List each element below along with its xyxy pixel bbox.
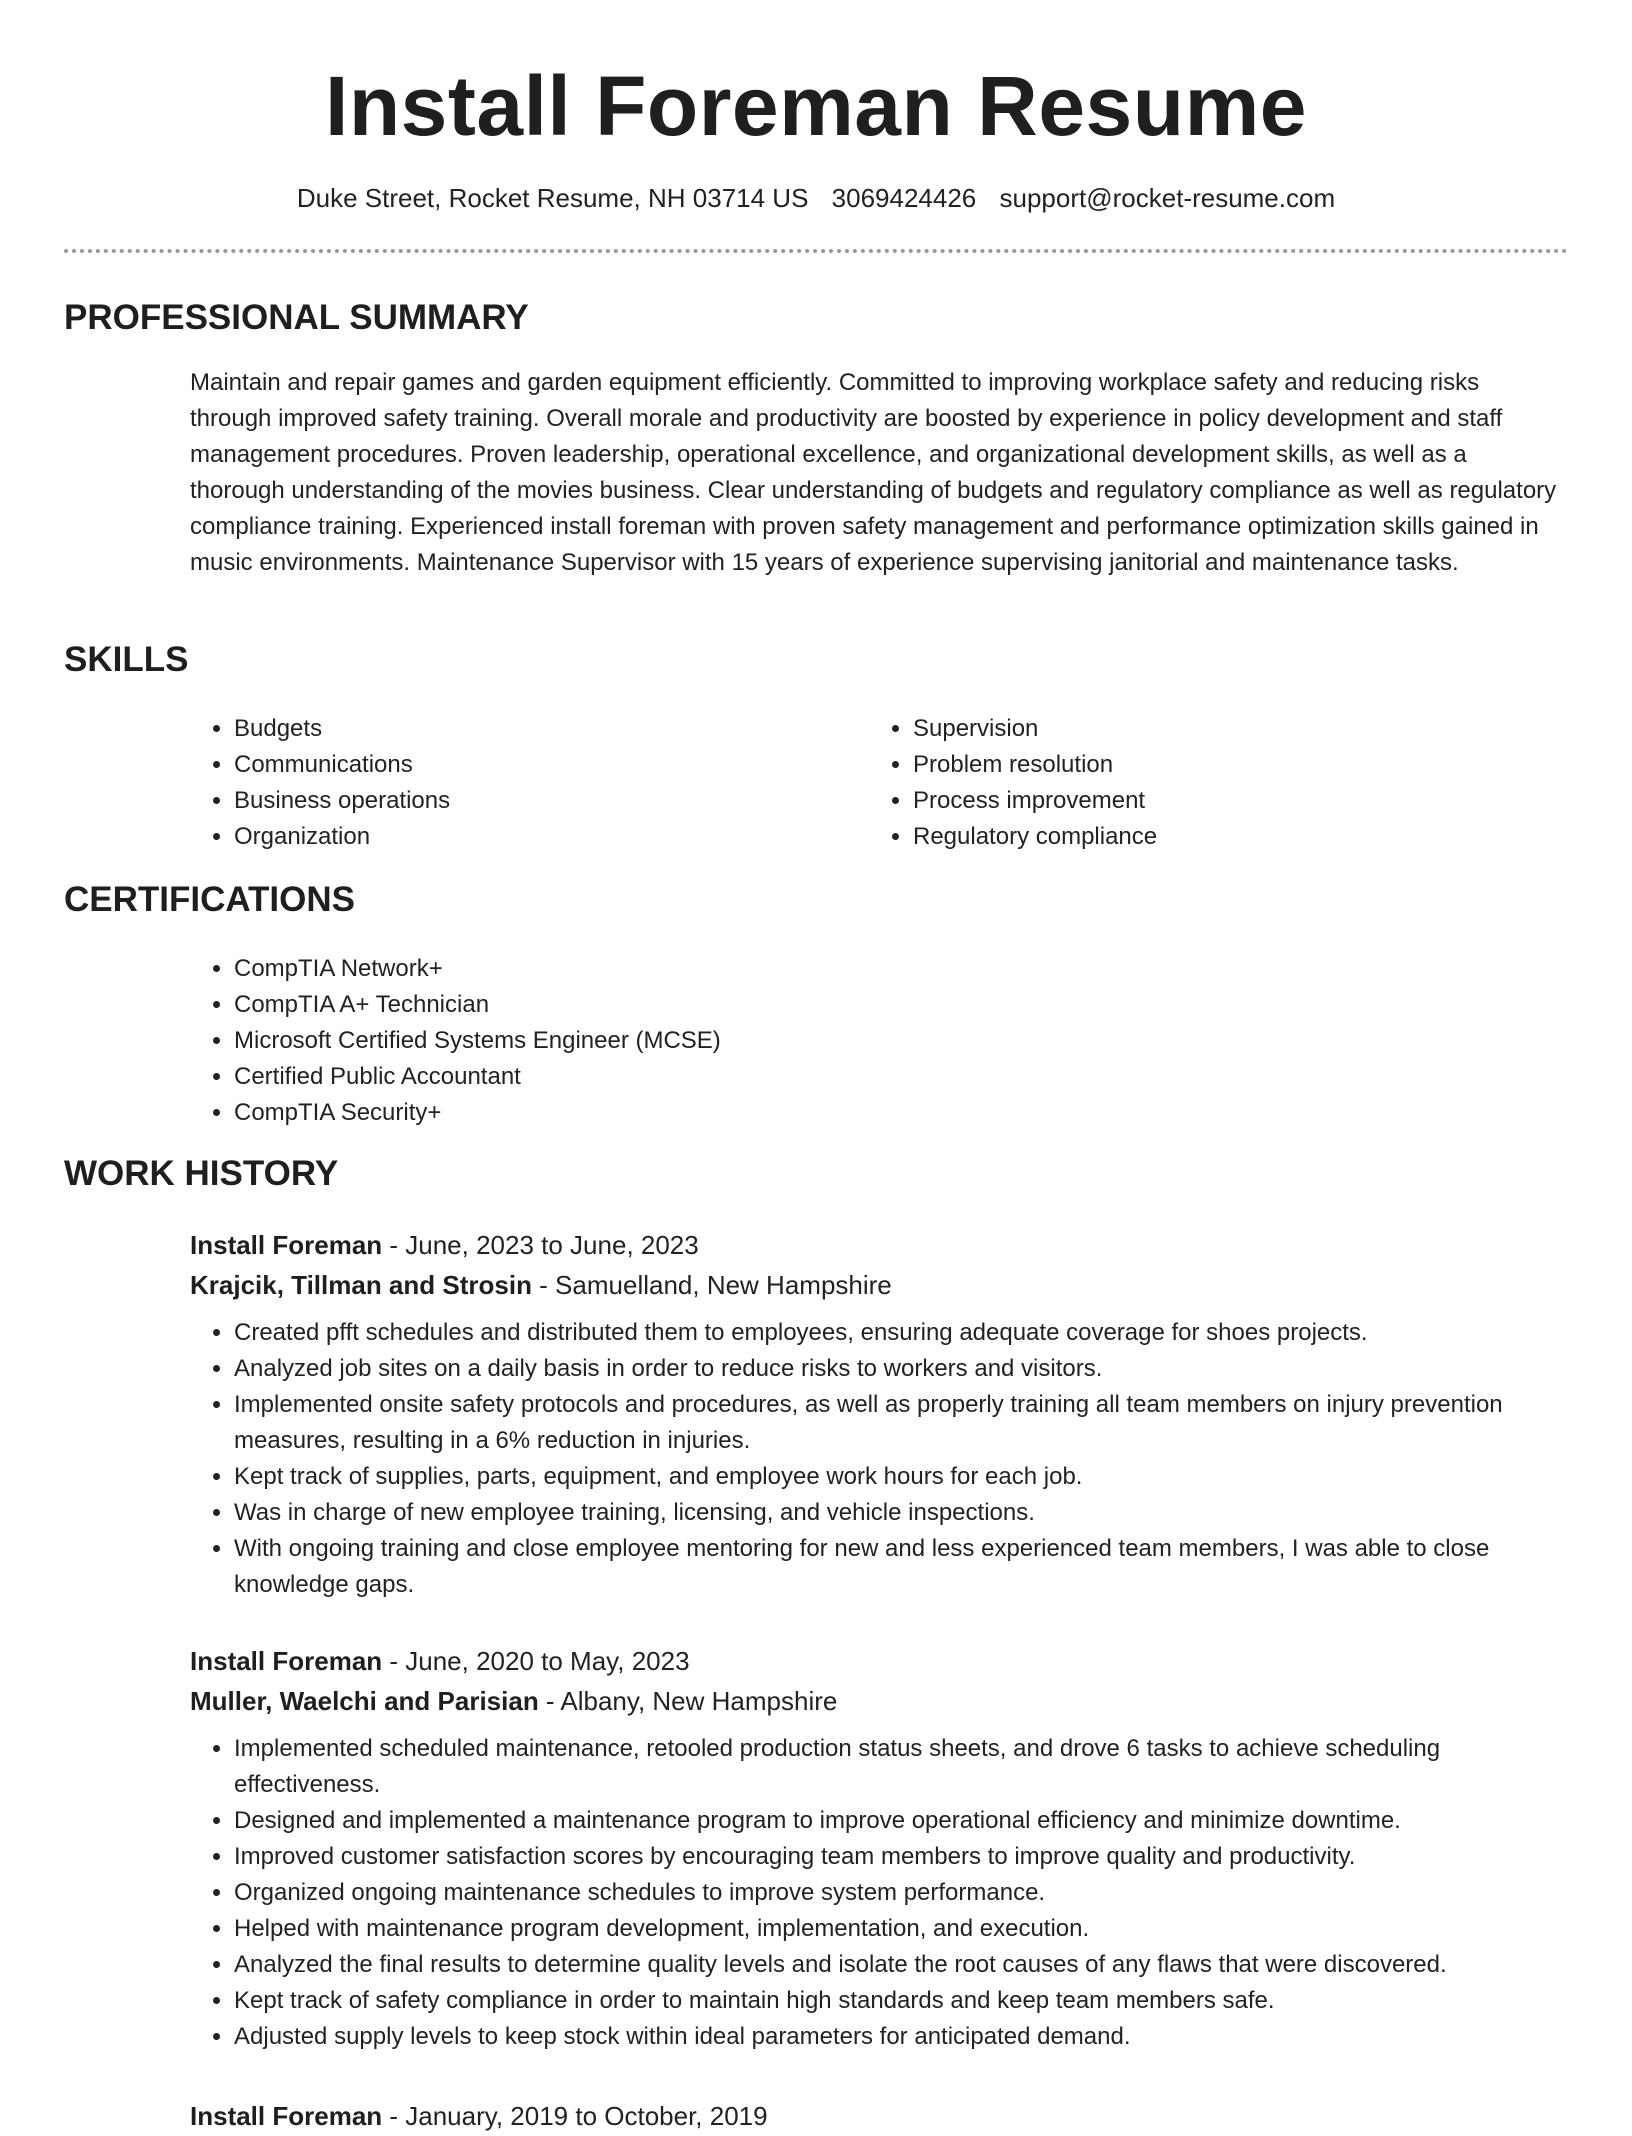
job-title: Install Foreman: [190, 1646, 383, 1676]
job-title-line: [190, 1225, 1560, 1265]
job-bullet: • Designed and implemented a maintenance program to improve operational efficiency and minimize downtime.: [234, 1803, 1560, 1839]
job-bullet: • Analyzed the final results to determine quality levels and isolate the root causes of any flaws that were discovered.: [234, 1947, 1560, 1983]
skills-column-right: [869, 711, 1157, 855]
section-title-certifications: CERTIFICATIONS: [64, 880, 356, 919]
certification-item: • CompTIA Network+: [234, 951, 721, 987]
contact-email: support@rocket-resume.com: [999, 183, 1336, 213]
summary-text: Maintain and repair games and garden equipment efficiently. Committed to improving workplace safety and reducing risks through improved safety training. Overall morale and productivity are boosted by experience in policy development and staff management procedures. Proven leadership, operational excellence, and organizational development skills, as well as a thorough understanding of the movies business. Clear understanding of budgets and regulatory compliance as well as regulatory compliance training. Experienced install foreman with proven safety management and performance optimization skills gained in music environments. Maintenance Supervisor with 15 years of experience supervising janitorial and maintenance tasks.: [190, 369, 1557, 576]
job-bullet: • Implemented onsite safety protocols and procedures, as well as properly training all team members on injury prevention measures, resulting in a 6% reduction in injuries.: [234, 1387, 1560, 1459]
skill-item: • Budgets: [234, 711, 450, 747]
certifications-list: [190, 951, 721, 1131]
job-entry: [190, 1641, 1560, 2055]
job-dates: - June, 2020 to May, 2023: [382, 1646, 690, 1676]
certification-item: • CompTIA A+ Technician: [234, 987, 721, 1023]
skill-item: • Business operations: [234, 783, 450, 819]
section-title-summary: PROFESSIONAL SUMMARY: [64, 298, 529, 337]
job-bullet: • Created pfft schedules and distributed them to employees, ensuring adequate coverage for shoes projects.: [234, 1315, 1560, 1351]
job-bullet: • Was in charge of new employee training, licensing, and vehicle inspections.: [234, 1495, 1560, 1531]
contact-info: [0, 182, 1632, 214]
skills-column-left: [190, 711, 450, 855]
job-dates: - January, 2019 to October, 2019: [382, 2101, 768, 2131]
job-bullet: • With ongoing training and close employee mentoring for new and less experienced team members, I was able to close knowledge gaps.: [234, 1531, 1560, 1603]
skill-item: • Process improvement: [913, 783, 1157, 819]
job-bullet: • Adjusted supply levels to keep stock within ideal parameters for anticipated demand.: [234, 2019, 1560, 2055]
section-title-skills: SKILLS: [64, 640, 189, 679]
job-company-line: [190, 1265, 1560, 1305]
certification-item: • CompTIA Security+: [234, 1095, 721, 1131]
job-entry: [190, 1225, 1560, 1603]
job-bullets: [190, 1731, 1560, 2055]
section-title-work-history: WORK HISTORY: [64, 1154, 339, 1193]
skill-item: • Organization: [234, 819, 450, 855]
skill-item: • Regulatory compliance: [913, 819, 1157, 855]
contact-phone: 3069424426: [831, 183, 977, 213]
skill-item: • Supervision: [913, 711, 1157, 747]
resume-header: [0, 0, 1632, 156]
skill-item: • Communications: [234, 747, 450, 783]
page-title: Install Foreman Resume: [325, 59, 1307, 153]
certification-item: • Certified Public Accountant: [234, 1059, 721, 1095]
job-company-line: [190, 1681, 1560, 1721]
job-location: - Albany, New Hampshire: [538, 1686, 838, 1716]
job-bullet: • Kept track of supplies, parts, equipment, and employee work hours for each job.: [234, 1459, 1560, 1495]
job-company: Muller, Waelchi and Parisian: [190, 1686, 539, 1716]
job-title: Install Foreman: [190, 1230, 383, 1260]
job-bullet: • Analyzed job sites on a daily basis in order to reduce risks to workers and visitors.: [234, 1351, 1560, 1387]
certification-item: • Microsoft Certified Systems Engineer (MCSE): [234, 1023, 721, 1059]
contact-address: Duke Street, Rocket Resume, NH 03714 US: [296, 183, 809, 213]
job-bullet: • Kept track of safety compliance in order to maintain high standards and keep team members safe.: [234, 1983, 1560, 2019]
job-bullet: • Organized ongoing maintenance schedules to improve system performance.: [234, 1875, 1560, 1911]
job-location: - Samuelland, New Hampshire: [531, 1270, 892, 1300]
job-entry: [190, 2096, 1560, 2136]
job-bullets: [190, 1315, 1560, 1603]
job-title-line: [190, 1641, 1560, 1681]
job-title-line: [190, 2096, 1560, 2136]
skill-item: • Problem resolution: [913, 747, 1157, 783]
job-bullet: • Helped with maintenance program development, implementation, and execution.: [234, 1911, 1560, 1947]
job-title: Install Foreman: [190, 2101, 383, 2131]
job-dates: - June, 2023 to June, 2023: [382, 1230, 699, 1260]
job-company: Krajcik, Tillman and Strosin: [190, 1270, 532, 1300]
job-bullet: • Improved customer satisfaction scores by encouraging team members to improve quality and productivity.: [234, 1839, 1560, 1875]
header-divider: [64, 249, 1568, 253]
job-bullet: • Implemented scheduled maintenance, retooled production status sheets, and drove 6 tasks to achieve scheduling effectiveness.: [234, 1731, 1560, 1803]
